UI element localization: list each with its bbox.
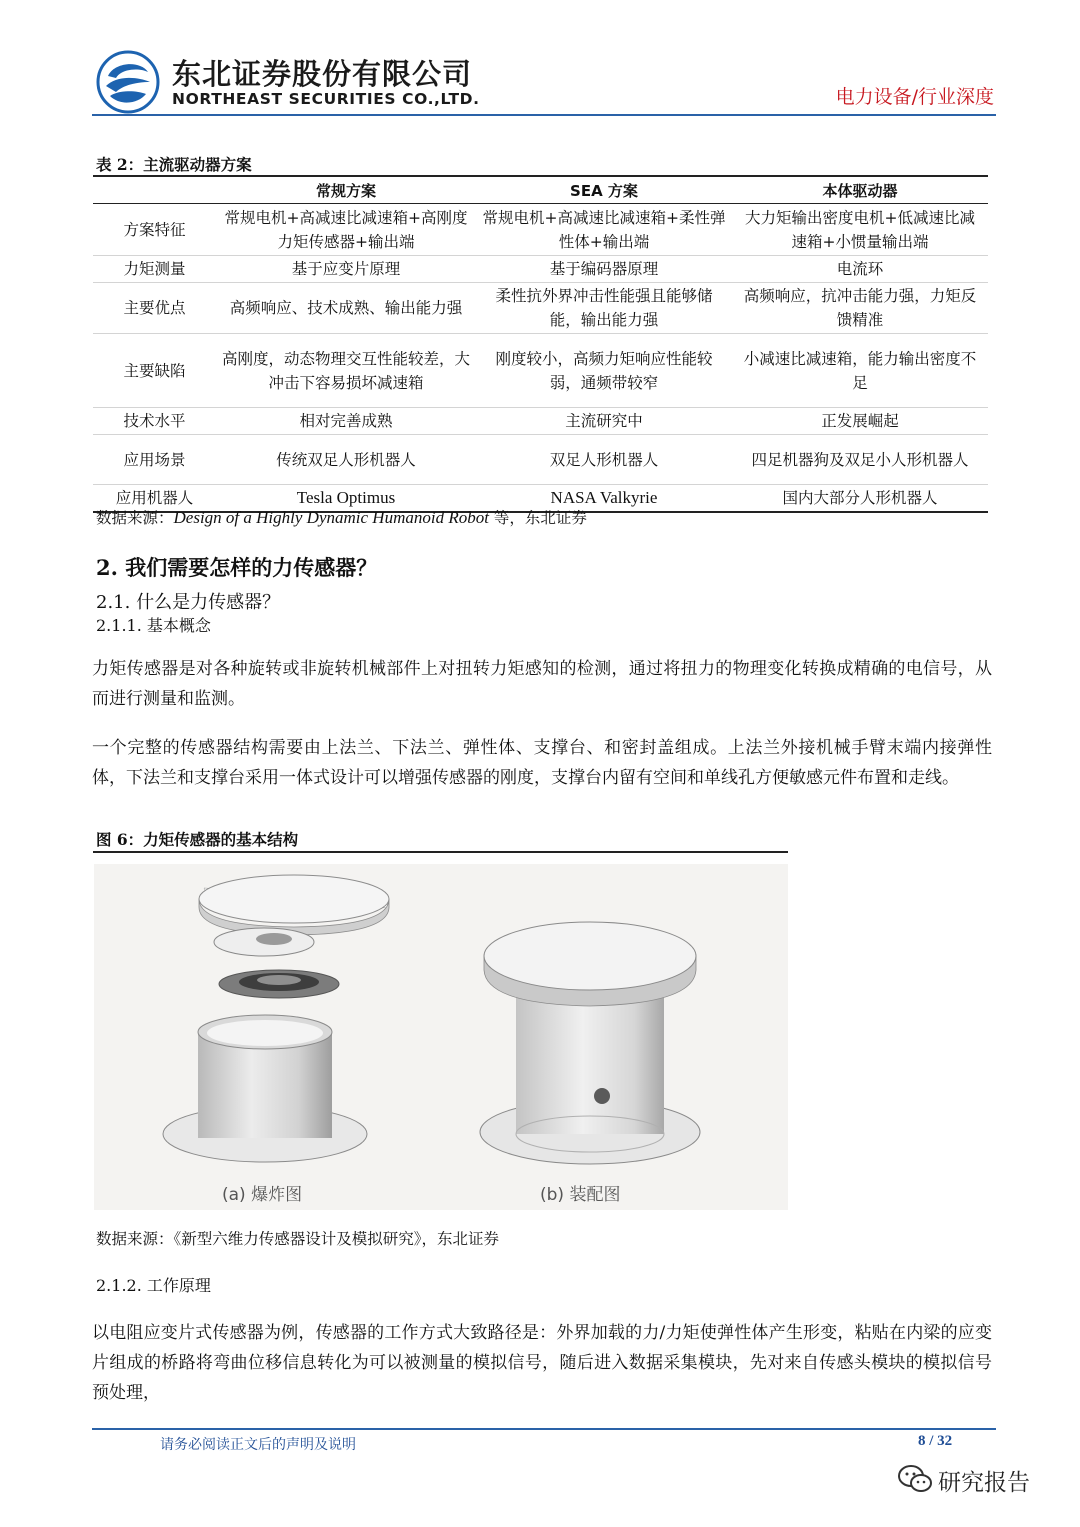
table-cell: 常规电机+高减速比减速箱+柔性弹性体+输出端 bbox=[476, 204, 732, 256]
page-number: 8 / 32 bbox=[918, 1433, 953, 1449]
source-title: Design of a Highly Dynamic Humanoid Robot bbox=[173, 508, 489, 527]
figure-label-a: (a) 爆炸图 bbox=[222, 1185, 303, 1205]
row-label: 力矩测量 bbox=[93, 256, 216, 283]
row-label: 应用机器人 bbox=[93, 485, 216, 513]
source-prefix: 数据来源： bbox=[96, 509, 174, 527]
watermark: 研究报告 bbox=[938, 1470, 1030, 1496]
table-header-cell bbox=[93, 176, 216, 204]
figure-divider bbox=[93, 851, 788, 853]
table-cell: Tesla Optimus bbox=[216, 485, 476, 513]
exploded-view bbox=[163, 875, 389, 1162]
paragraph: 力矩传感器是对各种旋转或非旋转机械部件上对扭转力矩感知的检测，通过将扭力的物理变化转换成精确的电信号，从而进行测量和监测。 bbox=[92, 659, 992, 709]
paragraph: 一个完整的传感器结构需要由上法兰、下法兰、弹性体、支撑台、和密封盖组成。上法兰外接机械手臂末端内接弹性体，下法兰和支撑台采用一体式设计可以增强传感器的刚度，支撑台内留有空间和单线孔方便敏感元件布置和走线。 bbox=[92, 738, 992, 788]
footer-disclaimer: 请务必阅读正文后的声明及说明 bbox=[160, 1437, 356, 1453]
table-header-cell: SEA 方案 bbox=[476, 176, 732, 204]
table-cell: 刚度较小，高频力矩响应性能较弱，通频带较窄 bbox=[476, 334, 732, 408]
table-cell: 主流研究中 bbox=[476, 408, 732, 435]
report-category: 电力设备/行业深度 bbox=[835, 86, 994, 108]
table-cell: 正发展崛起 bbox=[732, 408, 988, 435]
table-cell: 高频响应、技术成熟、输出能力强 bbox=[216, 283, 476, 334]
section-heading: 2. 我们需要怎样的力传感器？ bbox=[96, 555, 378, 580]
figure-caption: 图 6：力矩传感器的基本结构 bbox=[96, 830, 299, 849]
table-row bbox=[93, 408, 988, 435]
row-label: 主要缺陷 bbox=[93, 334, 216, 408]
sensor-illustration bbox=[94, 864, 788, 1210]
driver-comparison-table bbox=[93, 175, 988, 513]
row-label: 应用场景 bbox=[93, 435, 216, 485]
row-label: 方案特征 bbox=[93, 204, 216, 256]
table-row bbox=[93, 256, 988, 283]
table-header-cell: 常规方案 bbox=[216, 176, 476, 204]
table-cell: 四足机器狗及双足小人形机器人 bbox=[732, 435, 988, 485]
company-logo bbox=[96, 50, 160, 114]
footer-divider bbox=[92, 1428, 996, 1430]
table-row bbox=[93, 435, 988, 485]
table-cell: 基于编码器原理 bbox=[476, 256, 732, 283]
table-header-cell: 本体驱动器 bbox=[732, 176, 988, 204]
company-name-cn: 东北证券股份有限公司 bbox=[172, 57, 473, 91]
table-cell: 小减速比减速箱，能力输出密度不足 bbox=[732, 334, 988, 408]
paragraph: 以电阻应变片式传感器为例，传感器的工作方式大致路径是：外界加载的力/力矩使弹性体产生形变，粘贴在内梁的应变片组成的桥路将弯曲位移信息转化为可以被测量的模拟信号，随后进入数据采集模块，先对来自传感头模块的模拟信号预处理， bbox=[92, 1323, 992, 1403]
subsubsection-heading: 2.1.1. 基本概念 bbox=[96, 616, 211, 635]
table-header-row bbox=[93, 176, 988, 204]
figure-source: 数据来源：《新型六维力传感器设计及模拟研究》，东北证券 bbox=[96, 1230, 500, 1248]
table-source bbox=[96, 506, 587, 528]
table-row bbox=[93, 204, 988, 256]
header-divider bbox=[92, 114, 996, 116]
row-label: 技术水平 bbox=[93, 408, 216, 435]
source-suffix: 等，东北证券 bbox=[488, 509, 587, 527]
figure-sensor-structure bbox=[94, 864, 788, 1210]
table-cell: 大力矩输出密度电机+低减速比减速箱+小惯量输出端 bbox=[732, 204, 988, 256]
company-name-en: NORTHEAST SECURITIES CO.,LTD. bbox=[172, 90, 480, 108]
table-cell: 基于应变片原理 bbox=[216, 256, 476, 283]
table-cell: 高刚度，动态物理交互性能较差，大冲击下容易损坏减速箱 bbox=[216, 334, 476, 408]
subsection-heading: 2.1. 什么是力传感器？ bbox=[96, 592, 281, 613]
table-row bbox=[93, 334, 988, 408]
figure-label-b: (b) 装配图 bbox=[540, 1185, 621, 1205]
assembled-view bbox=[480, 922, 700, 1164]
table-cell: 常规电机+高减速比减速箱+高刚度力矩传感器+输出端 bbox=[216, 204, 476, 256]
subsubsection-heading: 2.1.2. 工作原理 bbox=[96, 1276, 211, 1295]
table-cell: 双足人形机器人 bbox=[476, 435, 732, 485]
table-cell: 柔性抗外界冲击性能强且能够储能，输出能力强 bbox=[476, 283, 732, 334]
table-cell: 传统双足人形机器人 bbox=[216, 435, 476, 485]
table-row bbox=[93, 283, 988, 334]
table-cell: 国内大部分人形机器人 bbox=[732, 485, 988, 513]
table-caption: 表 2：主流驱动器方案 bbox=[96, 155, 252, 174]
table-cell: 电流环 bbox=[732, 256, 988, 283]
wechat-icon bbox=[897, 1464, 933, 1494]
row-label: 主要优点 bbox=[93, 283, 216, 334]
table-cell: NASA Valkyrie bbox=[476, 485, 732, 513]
table-cell: 相对完善成熟 bbox=[216, 408, 476, 435]
table-cell: 高频响应，抗冲击能力强，力矩反馈精准 bbox=[732, 283, 988, 334]
